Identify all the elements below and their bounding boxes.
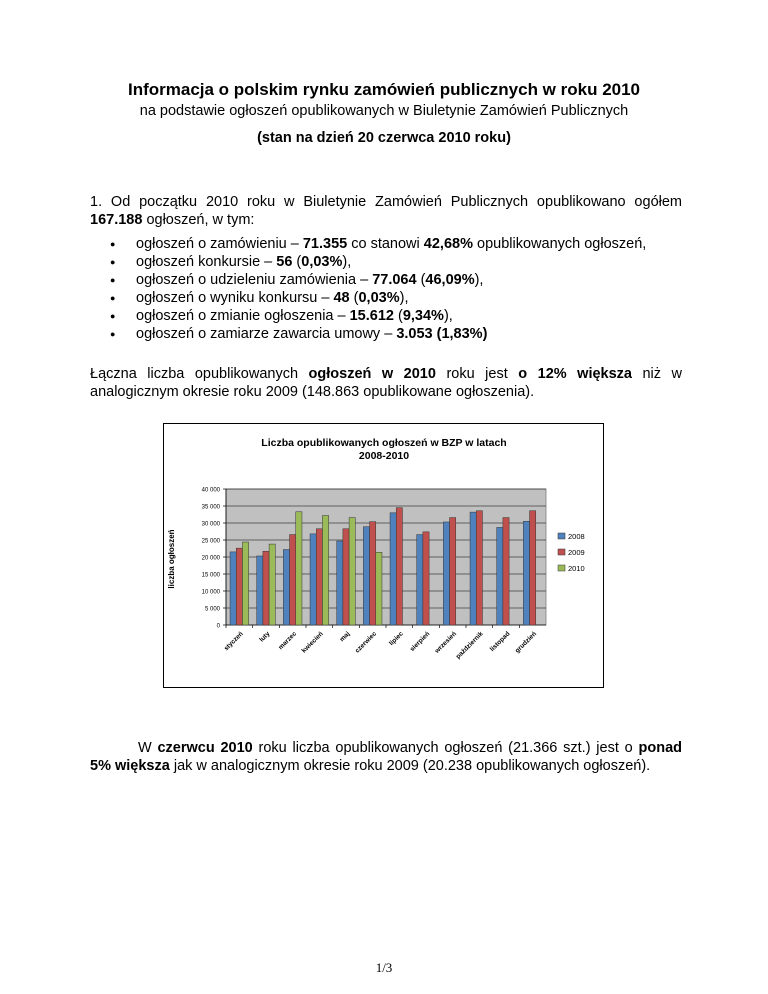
bar-2009-2 [290, 535, 296, 625]
bar-2008-3 [310, 534, 316, 625]
chart-title-line2: 2008-2010 [358, 450, 410, 462]
bar-2009-1 [263, 551, 269, 625]
bar-2008-9 [470, 512, 476, 625]
item-value: 71.355 [302, 236, 348, 252]
item-tail: ), [443, 308, 453, 324]
x-tick-label: styczeń [222, 630, 245, 653]
list-item [116, 253, 656, 271]
x-tick-label: lipiec [388, 630, 405, 648]
summary-bold: o 12% większa [518, 366, 632, 382]
x-tick-label: grudzień [513, 630, 539, 655]
bar-2008-8 [443, 522, 449, 625]
item-tail: ), [342, 254, 352, 270]
notice-type-list [116, 235, 656, 343]
intro-text-after: ogłoszeń, w tym: [142, 212, 255, 228]
item-label: ogłoszeń o wyniku konkursu – [136, 290, 334, 306]
bar-2008-11 [523, 521, 529, 625]
item-mid: ( [349, 290, 359, 306]
bar-2009-0 [236, 548, 242, 625]
bar-2009-5 [370, 522, 376, 625]
y-axis-label: liczba ogłoszeń [167, 529, 176, 589]
document-subtitle: na podstawie ogłoszeń opublikowanych w Biuletynie Zamówień Publicznych [139, 103, 629, 119]
summary-text: niż w analogicznym okresie roku 2009 (148.863 opublikowane ogłoszenia). [90, 366, 683, 400]
summary-text: roku jest [435, 366, 519, 382]
bar-2010-2 [296, 512, 302, 625]
summary-bold: ogłoszeń w 2010 [308, 366, 436, 382]
item-percent: 46,09% [425, 272, 475, 288]
item-percent: 0,03% [358, 290, 400, 306]
x-tick-label: kwiecień [300, 630, 325, 655]
bar-2009-10 [503, 518, 509, 625]
item-tail: ), [474, 272, 484, 288]
bar-2008-0 [230, 552, 236, 625]
chart-canvas [164, 424, 605, 689]
y-tick-label: 20 000 [201, 555, 220, 562]
list-item [116, 325, 656, 343]
bar-2008-10 [497, 527, 503, 625]
june-bold: czerwcu 2010 [157, 740, 253, 756]
list-item [116, 307, 656, 325]
intro-text-before: 1. Od początku 2010 roku w Biuletynie Zamówień Publicznych opublikowano ogółem [90, 194, 682, 210]
bar-2009-3 [316, 529, 322, 625]
legend-label-2010: 2010 [568, 564, 585, 573]
summary-text: Łączna liczba opublikowanych [90, 366, 309, 382]
item-value: 15.612 [349, 308, 394, 324]
item-value: 3.053 (1,83%) [396, 326, 488, 342]
document-title: Informacja o polskim rynku zamówień publicznych w roku 2010 [127, 80, 641, 99]
list-item [116, 289, 656, 307]
list-item [116, 271, 656, 289]
item-percent: 42,68% [423, 236, 473, 252]
bar-2009-8 [450, 518, 456, 625]
item-percent: 0,03% [301, 254, 343, 270]
x-tick-label: sierpień [408, 630, 432, 654]
y-tick-label: 10 000 [201, 589, 220, 596]
legend-swatch-2009 [558, 549, 565, 555]
y-tick-label: 25 000 [201, 538, 220, 545]
bar-2009-7 [423, 532, 429, 625]
y-tick-label: 40 000 [201, 487, 220, 494]
intro-paragraph [90, 193, 682, 229]
bar-2010-0 [242, 542, 248, 625]
bar-2010-5 [376, 552, 382, 625]
june-bold: ponad 5% większa [90, 740, 682, 774]
item-mid: ( [416, 272, 426, 288]
bar-2009-6 [396, 508, 402, 625]
item-label: ogłoszeń o zmianie ogłoszenia – [136, 308, 350, 324]
item-value: 48 [333, 290, 350, 306]
x-tick-label: wrzesień [433, 630, 459, 655]
status-date: (stan na dzień 20 czerwca 2010 roku) [257, 130, 511, 146]
bar-2008-2 [283, 550, 289, 625]
x-tick-label: luty [258, 630, 272, 644]
x-tick-label: marzec [277, 630, 299, 652]
bar-2008-4 [337, 541, 343, 625]
chart-title-line1: Liczba opublikowanych ogłoszeń w BZP w latach [261, 437, 507, 449]
bar-2008-5 [363, 527, 369, 625]
legend-label-2009: 2009 [568, 548, 585, 557]
y-tick-label: 30 000 [201, 521, 220, 528]
y-tick-label: 35 000 [201, 504, 220, 511]
item-label: ogłoszeń o udzieleniu zamówienia – [136, 272, 373, 288]
x-tick-label: listopad [488, 630, 512, 654]
y-tick-label: 15 000 [201, 572, 220, 579]
x-tick-label: czerwiec [353, 630, 379, 655]
bar-2008-7 [417, 535, 423, 625]
item-tail: ), [399, 290, 409, 306]
item-value: 56 [276, 254, 293, 270]
y-tick-label: 5 000 [204, 606, 220, 613]
bar-2008-6 [390, 513, 396, 625]
item-label: ogłoszeń konkursie – [136, 254, 277, 270]
june-text: jak w analogicznym okresie roku 2009 (20.238 opublikowanych ogłoszeń). [169, 758, 651, 774]
page-number: 1/3 [375, 960, 393, 975]
bar-2010-1 [269, 544, 275, 625]
x-tick-label: październik [454, 630, 485, 661]
item-mid: co stanowi [347, 236, 424, 252]
y-tick-label: 0 [216, 623, 220, 630]
june-paragraph [90, 739, 682, 775]
intro-total: 167.188 [90, 212, 143, 228]
item-value: 77.064 [372, 272, 417, 288]
list-item [116, 235, 656, 253]
bar-2009-4 [343, 529, 349, 625]
june-text: roku liczba opublikowanych ogłoszeń (21.366 szt.) jest o [252, 740, 639, 756]
legend-swatch-2010 [558, 565, 565, 571]
item-tail: opublikowanych ogłoszeń, [472, 236, 647, 252]
notices-chart [163, 423, 604, 688]
item-label: ogłoszeń o zamiarze zawarcia umowy – [136, 326, 397, 342]
legend-swatch-2008 [558, 533, 565, 539]
item-mid: ( [292, 254, 302, 270]
bar-2010-4 [349, 518, 355, 625]
item-percent: 9,34% [402, 308, 444, 324]
item-label: ogłoszeń o zamówieniu – [136, 236, 303, 252]
june-text: W [138, 740, 158, 756]
bar-2009-9 [476, 511, 482, 625]
legend-label-2008: 2008 [568, 532, 585, 541]
item-mid: ( [393, 308, 403, 324]
x-tick-label: maj [338, 630, 352, 644]
bar-2009-11 [530, 511, 536, 625]
summary-paragraph [90, 365, 682, 401]
bar-2010-3 [322, 516, 328, 625]
bar-2008-1 [257, 556, 263, 625]
